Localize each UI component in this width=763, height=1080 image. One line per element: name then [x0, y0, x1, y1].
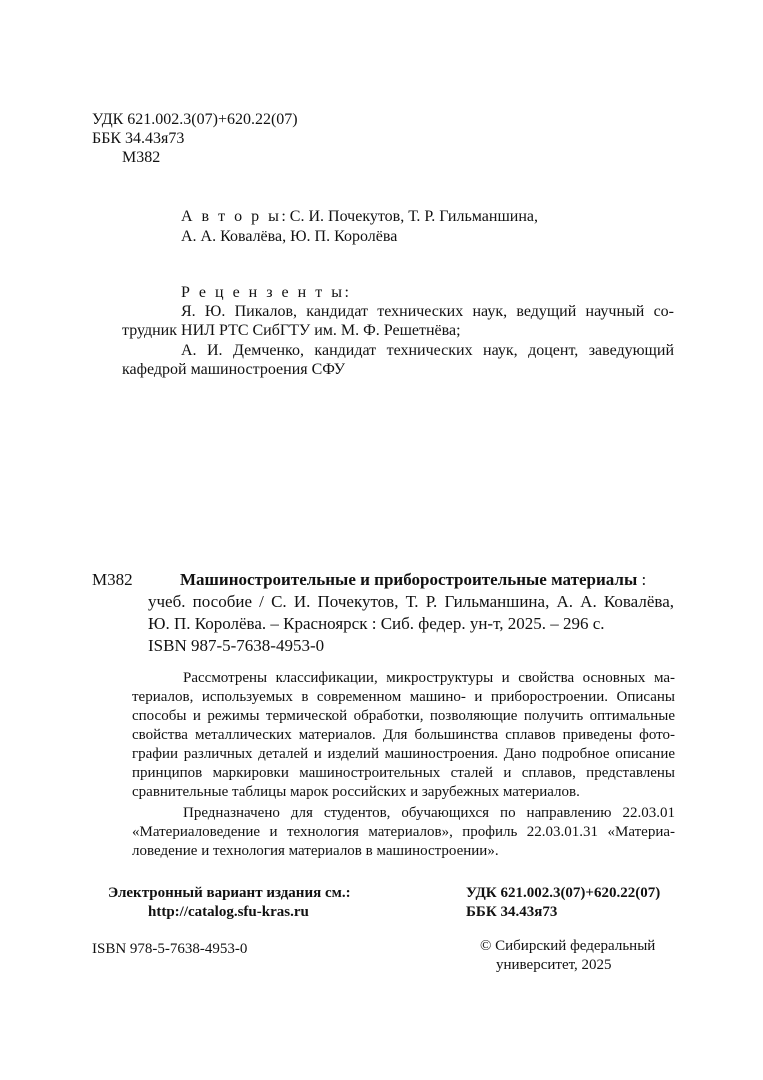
footer-bbk: ББК 34.43я73 — [466, 904, 558, 920]
electronic-version-label: Электронный вариант издания см.: — [108, 885, 351, 901]
copyright-line-1: © Сибирский федеральный — [480, 938, 656, 954]
entry-line-2: учеб. пособие / С. И. Почекутов, Т. Р. Гильманшина, А. А. Ковалёва, — [148, 592, 674, 611]
abstract-p2-line-2: «Материаловедение и технология материалов», профиль 22.03.01.31 «Материа- — [132, 824, 675, 840]
reviewer-2-line-1: А. И. Демченко, кандидат технических наук, доцент, заведующий — [181, 342, 674, 359]
entry-line-3: Ю. П. Королёва. – Красноярск : Сиб. федер. ун-т, 2025. – 296 с. — [148, 614, 605, 633]
copyright-line-2: университет, 2025 — [496, 957, 612, 973]
entry-title: Машиностроительные и приборостроительные материалы — [180, 570, 638, 589]
abstract-p1-line-7: сравнительные таблицы марок российских и зарубежных материалов. — [132, 784, 580, 800]
reviewer-1-line-2: трудник НИЛ РТС СибГТУ им. М. Ф. Решетнёва; — [122, 322, 461, 339]
abstract-p2-line-3: ловедение и технология материалов в машиностроении». — [132, 843, 499, 859]
footer-isbn: ISBN 978-5-7638-4953-0 — [92, 941, 248, 957]
entry-title-suffix: : — [637, 570, 647, 589]
abstract-p1-line-5: графии различных деталей и изделий машиностроения. Дано подробное описание — [132, 746, 675, 762]
electronic-version-url[interactable]: http://catalog.sfu-kras.ru — [148, 904, 309, 920]
abstract-p1-line-2: териалов, используемых в современном машино- и приборостроении. Описаны — [132, 689, 675, 705]
authors-label: А в т о р ы — [181, 208, 282, 225]
footer-udk: УДК 621.002.3(07)+620.22(07) — [466, 885, 661, 901]
reviewer-2-line-2: кафедрой машиностроения СФУ — [122, 361, 346, 378]
author-sign: М382 — [122, 149, 161, 166]
authors-names-1: : С. И. Почекутов, Т. Р. Гильманшина, — [281, 208, 538, 225]
entry-title-line — [180, 570, 646, 590]
abstract-p2-line-1: Предназначено для студентов, обучающихся по направлению 22.03.01 — [183, 805, 675, 821]
authors-line-2: А. А. Ковалёва, Ю. П. Королёва — [181, 228, 398, 245]
entry-isbn: ISBN 987-5-7638-4953-0 — [148, 636, 325, 655]
authors-line-1 — [181, 207, 538, 226]
reviewers-label: Р е ц е н з е н т ы: — [181, 284, 352, 301]
udk-code: УДК 621.002.3(07)+620.22(07) — [92, 111, 298, 128]
abstract-p1-line-6: принципов маркировки машиностроительных сталей и сплавов, представлены — [132, 765, 675, 781]
abstract-p1-line-4: свойства металлических материалов. Для большинства сплавов приведены фото- — [132, 727, 675, 743]
entry-code: М382 — [92, 570, 133, 589]
abstract-p1-line-1: Рассмотрены классификации, микроструктуры и свойства основных ма- — [183, 670, 675, 686]
bbk-code: ББК 34.43я73 — [92, 130, 185, 147]
abstract-p1-line-3: способы и режимы термической обработки, позволяющие получить оптимальные — [132, 708, 675, 724]
reviewer-1-line-1: Я. Ю. Пикалов, кандидат технических наук, ведущий научный со- — [181, 303, 674, 320]
